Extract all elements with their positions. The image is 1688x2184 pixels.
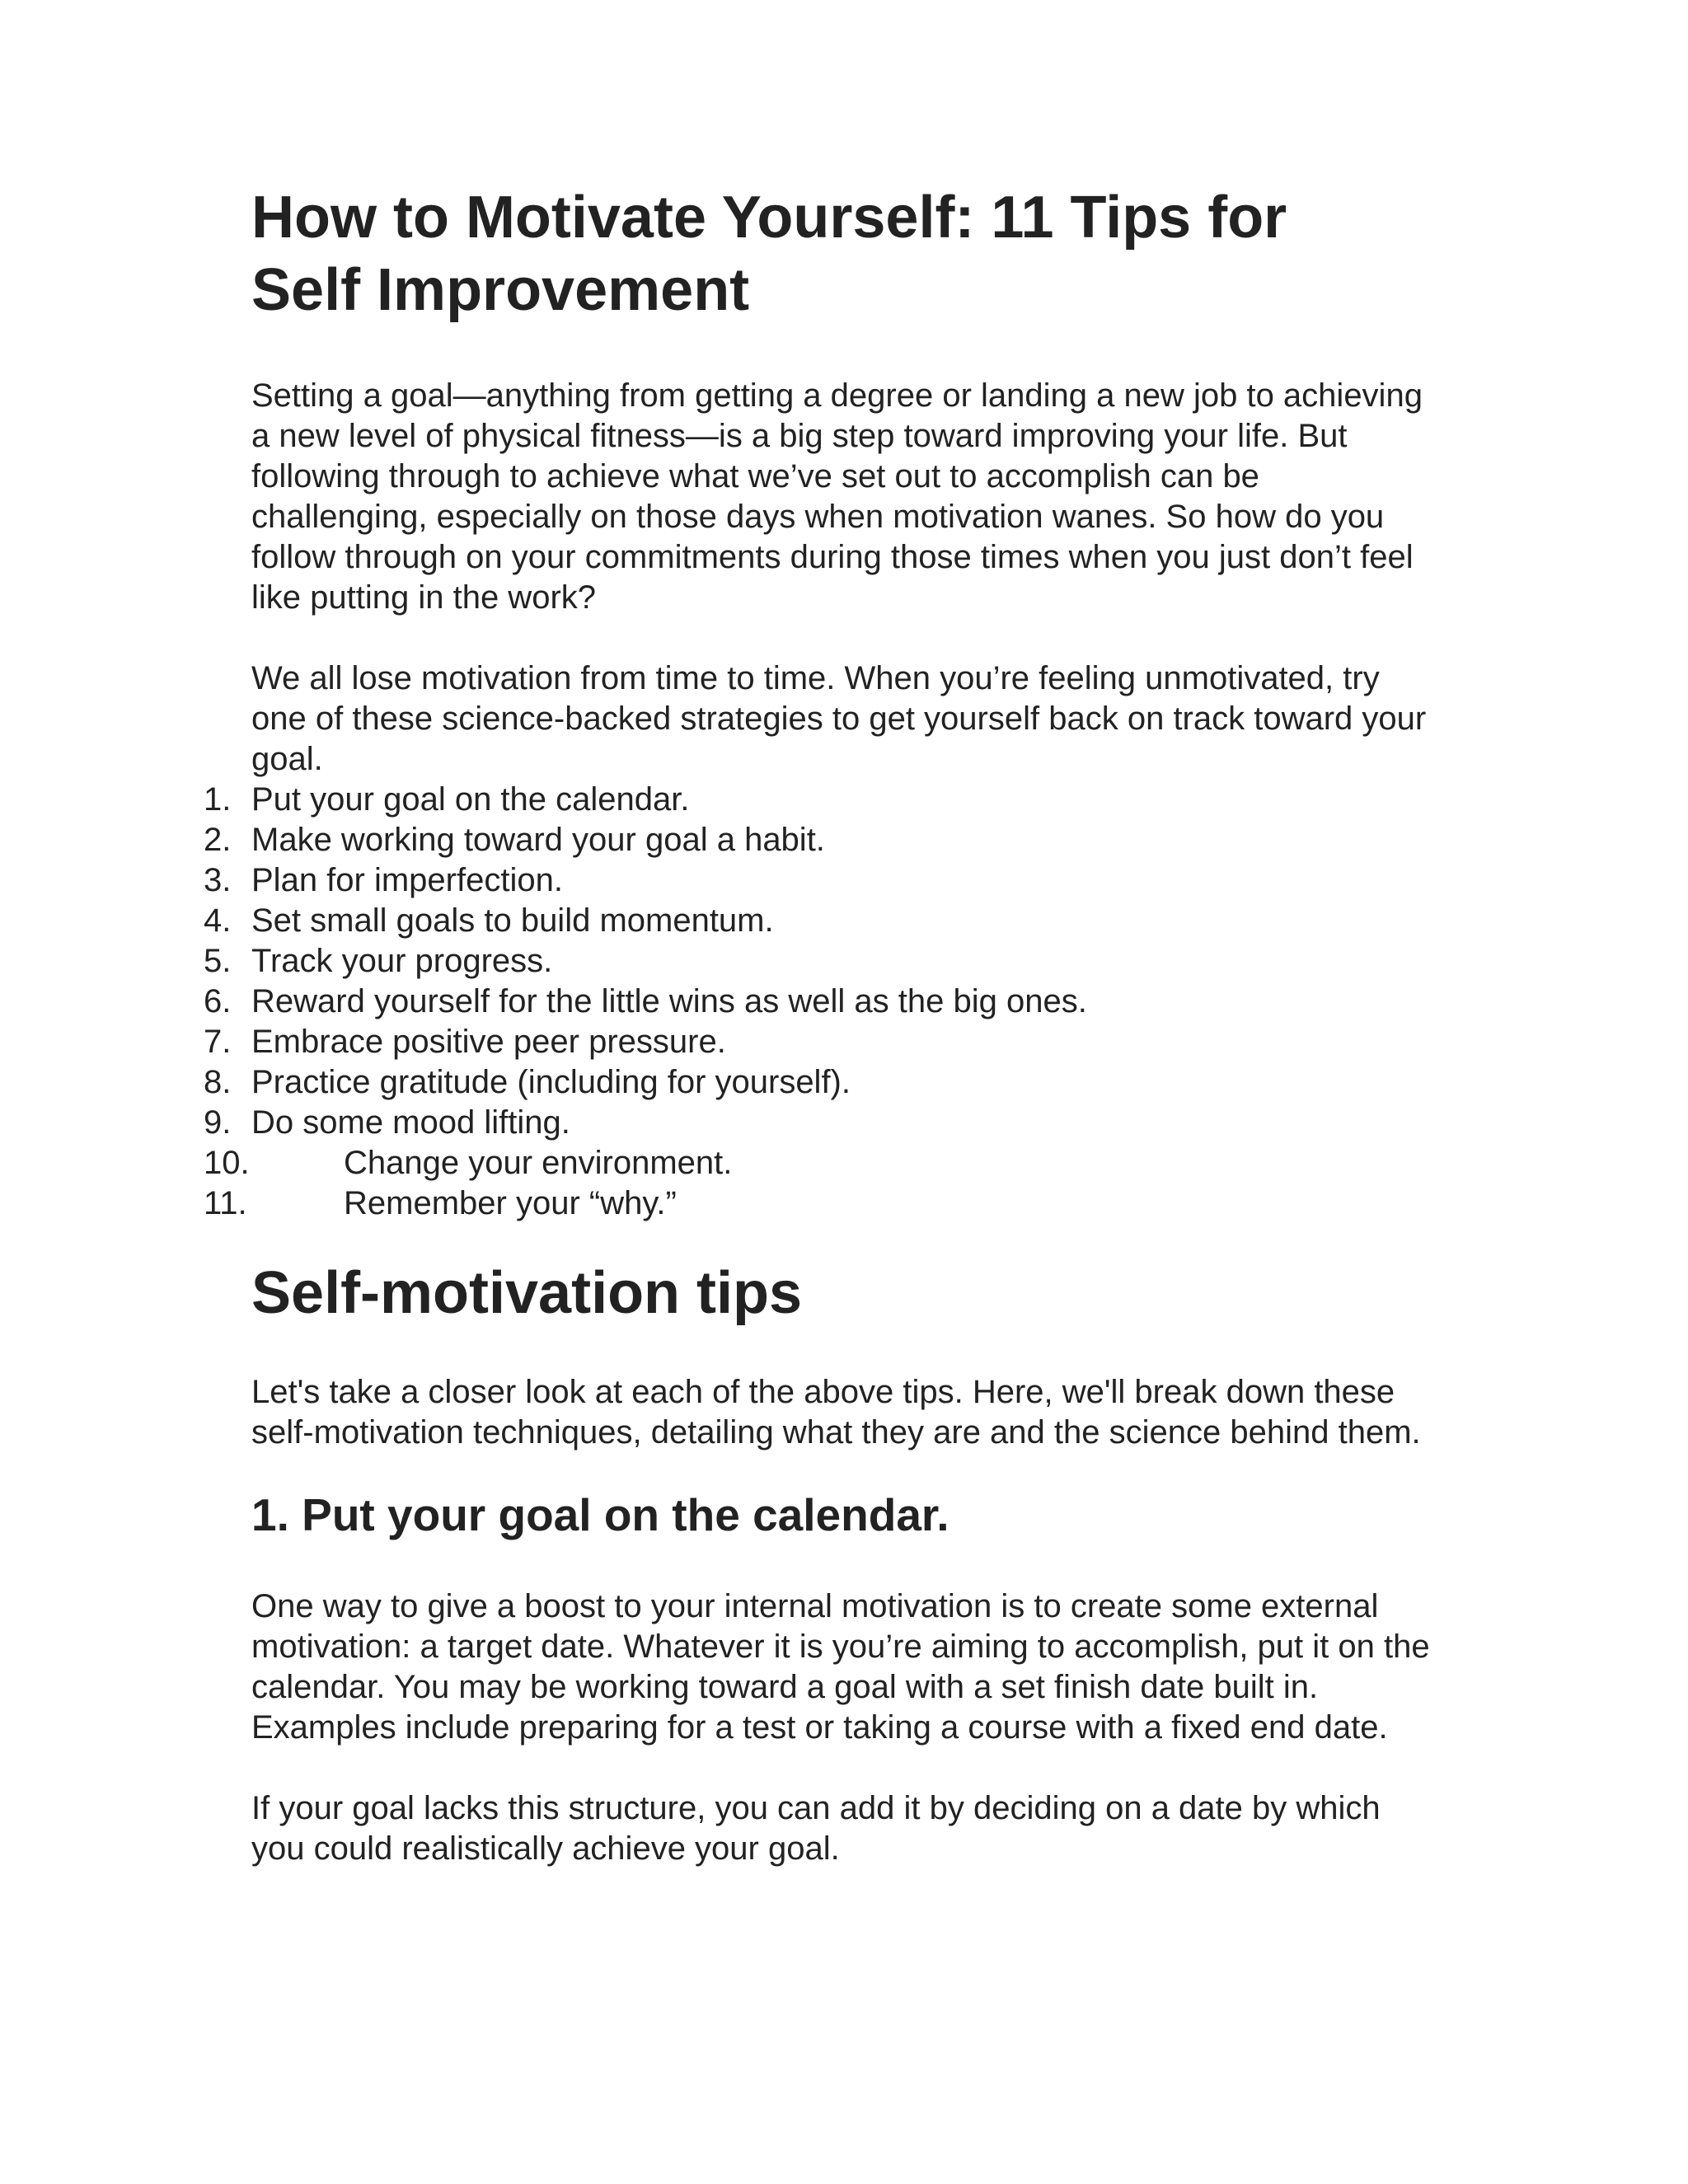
section-heading: Self-motivation tips xyxy=(251,1260,803,1326)
list-item xyxy=(204,1062,1438,1103)
section-intro-paragraph: Let's take a closer look at each of the above tips. Here, we'll break down these self-motivation techniques, detailing what they are and the science behind them. xyxy=(251,1374,1421,1451)
subsection-paragraph-2: If your goal lacks this structure, you can add it by deciding on a date by which you could realistically achieve your goal. xyxy=(251,1790,1381,1867)
intro-paragraph-2: We all lose motivation from time to time. When you’re feeling unmotivated, try one of these science-backed strategies to get yourself back on track toward your goal. xyxy=(251,660,1427,777)
list-item-number: 5. xyxy=(204,943,232,979)
list-item-number: 6. xyxy=(204,983,232,1019)
list-item xyxy=(204,1022,1438,1062)
list-item-number: 8. xyxy=(204,1064,232,1100)
list-item-number: 7. xyxy=(204,1024,232,1060)
page-title: How to Motivate Yourself: 11 Tips for Self Improvement xyxy=(251,185,1287,323)
list-item-text: Change your environment. xyxy=(344,1145,733,1181)
list-item-number: 11. xyxy=(204,1185,247,1221)
list-item xyxy=(204,941,1438,982)
list-item-text: Set small goals to build momentum. xyxy=(251,902,774,939)
list-item-text: Practice gratitude (including for yourself). xyxy=(251,1064,851,1100)
list-item xyxy=(204,860,1438,901)
list-item-text: Reward yourself for the little wins as well as the big ones. xyxy=(251,983,1087,1019)
list-item-text: Track your progress. xyxy=(251,943,553,979)
list-item xyxy=(204,1103,1438,1143)
list-item-number: 9. xyxy=(204,1104,232,1141)
list-item-text: Embrace positive peer pressure. xyxy=(251,1024,726,1060)
tips-list xyxy=(204,780,1438,1224)
list-item-text: Put your goal on the calendar. xyxy=(251,781,690,818)
list-item xyxy=(204,901,1438,941)
list-item-number: 4. xyxy=(204,902,232,939)
intro-paragraph-1: Setting a goal—anything from getting a degree or landing a new job to achieving a new level of physical fitness—is a big step toward improving your life. But following through to achieve what we’ve set out to accomplish can be challenging, especially on those days when motivation wanes. So how do you follow through on your commitments during those times when you just don’t feel like putting in the work? xyxy=(251,377,1423,616)
list-item-number: 1. xyxy=(204,781,232,818)
subsection-paragraph-1: One way to give a boost to your internal motivation is to create some external motivation: a target date. Whatever it is you’re aiming to accomplish, put it on the calendar. You may be working toward a goal with a set finish date built in. Examples include preparing for a test or taking a course with a fixed end date. xyxy=(251,1588,1430,1746)
list-item-text: Do some mood lifting. xyxy=(251,1104,570,1141)
list-item-number: 2. xyxy=(204,822,232,858)
list-item-text: Plan for imperfection. xyxy=(251,862,563,898)
article-body xyxy=(204,181,1438,1869)
list-item xyxy=(204,1143,1438,1183)
list-item xyxy=(204,780,1438,820)
list-item xyxy=(204,982,1438,1022)
list-item-number: 3. xyxy=(204,862,232,898)
list-item-text: Remember your “why.” xyxy=(344,1185,677,1221)
list-item xyxy=(204,820,1438,860)
list-item xyxy=(204,1183,1438,1224)
list-item-number: 10. xyxy=(204,1145,250,1181)
list-item-text: Make working toward your goal a habit. xyxy=(251,822,825,858)
subsection-heading: 1. Put your goal on the calendar. xyxy=(251,1489,950,1540)
